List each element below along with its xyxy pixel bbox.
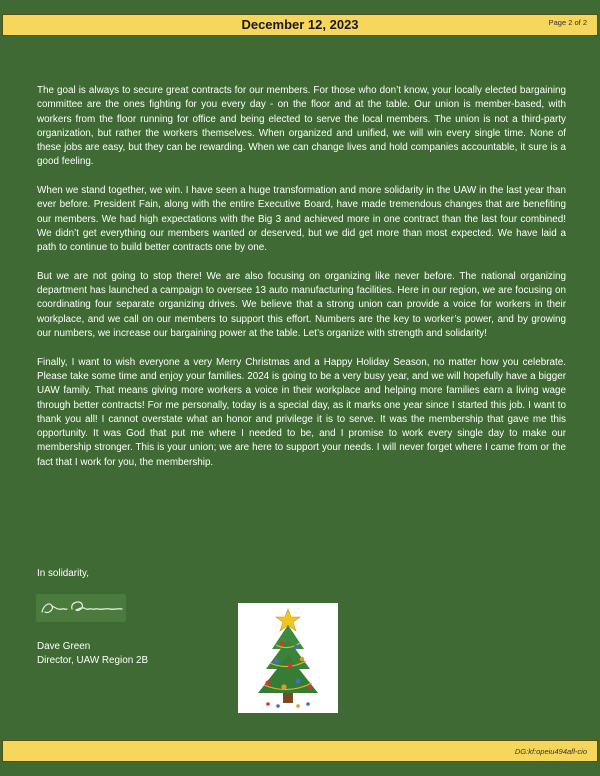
signer-name: Dave Green [37,641,91,652]
paragraph: When we stand together, we win. I have seen a huge transformation and more solidarity in the UAW in the last year than ever before. President Fain, along with the entire Executive Board, have made tremendous changes that are benefiting our members. We had high expectations with the Big 3 and achieved more in one contract than the last four combined! We didn’t get everything our members wanted or deserved, but we did get more than most expected. We have laid a path to continue to build better contracts one by one. [37,185,566,254]
paragraph: Finally, I want to wish everyone a very Merry Christmas and a Happy Holiday Season, no matter how you celebrate. Please take some time and enjoy your families. 2024 is going to be a very busy year, and we will hopefully have a bigger UAW family. That means giving more workers a voice in their workplace and helping more families earn a living wage through better contracts! For me personally, today is a special day, as it marks one year since I started this job. I want to thank you all! I cannot overstate what an honor and privilege it is to serve. It was the membership that gave me this opportunity. It was God that put me where I needed to be, and I promise to work every single day to make our membership stronger. This is your union; we are here to support your needs. I will never forget where I came from or the fact that I work for you, the membership. [37,356,566,468]
paragraph: The goal is always to secure great contracts for our members. For those who don’t know, your locally elected bargaining committee are the ones fighting for you every day - on the floor and at the table. Our union is member-based, with workers from the floor running for office and being elected to serve the local members. The union is not a third-party organization, but rather the workers themselves. When organized and unified, we will win every single time. None of these jobs are easy, but they can be rewarding. When we can change lives and hold companies accountable, it sure is a good feeling. [37,85,566,168]
closing-salutation: In solidarity, [37,568,89,579]
header-bar [2,14,598,36]
signature-image [36,594,126,622]
paragraph: But we are not going to stop there! We are also focusing on organizing like never before. The national organizing department has launched a campaign to oversee 13 auto manufacturing facilities. Here in our region, we are focusing on coordinating four separate organizing drives. We believe that a strong union can provide a voice for workers in their workplace, and we call on our members to support this effort. Numbers are the key to worker’s power, and by growing our numbers, we increase our bargaining power at the table. Let’s organize with strength and solidarity! [37,270,566,340]
page-number: Page 2 of 2 [548,18,587,27]
header-date: December 12, 2023 [241,17,359,32]
signer-title: Director, UAW Region 2B [37,655,149,666]
letter-body [37,84,566,484]
christmas-tree-icon [238,603,338,713]
christmas-tree-image [238,603,338,713]
signature-icon [36,594,126,622]
footer-code: DG:kf:opeiu494afl-cio [514,747,587,756]
footer-bar [2,740,598,762]
